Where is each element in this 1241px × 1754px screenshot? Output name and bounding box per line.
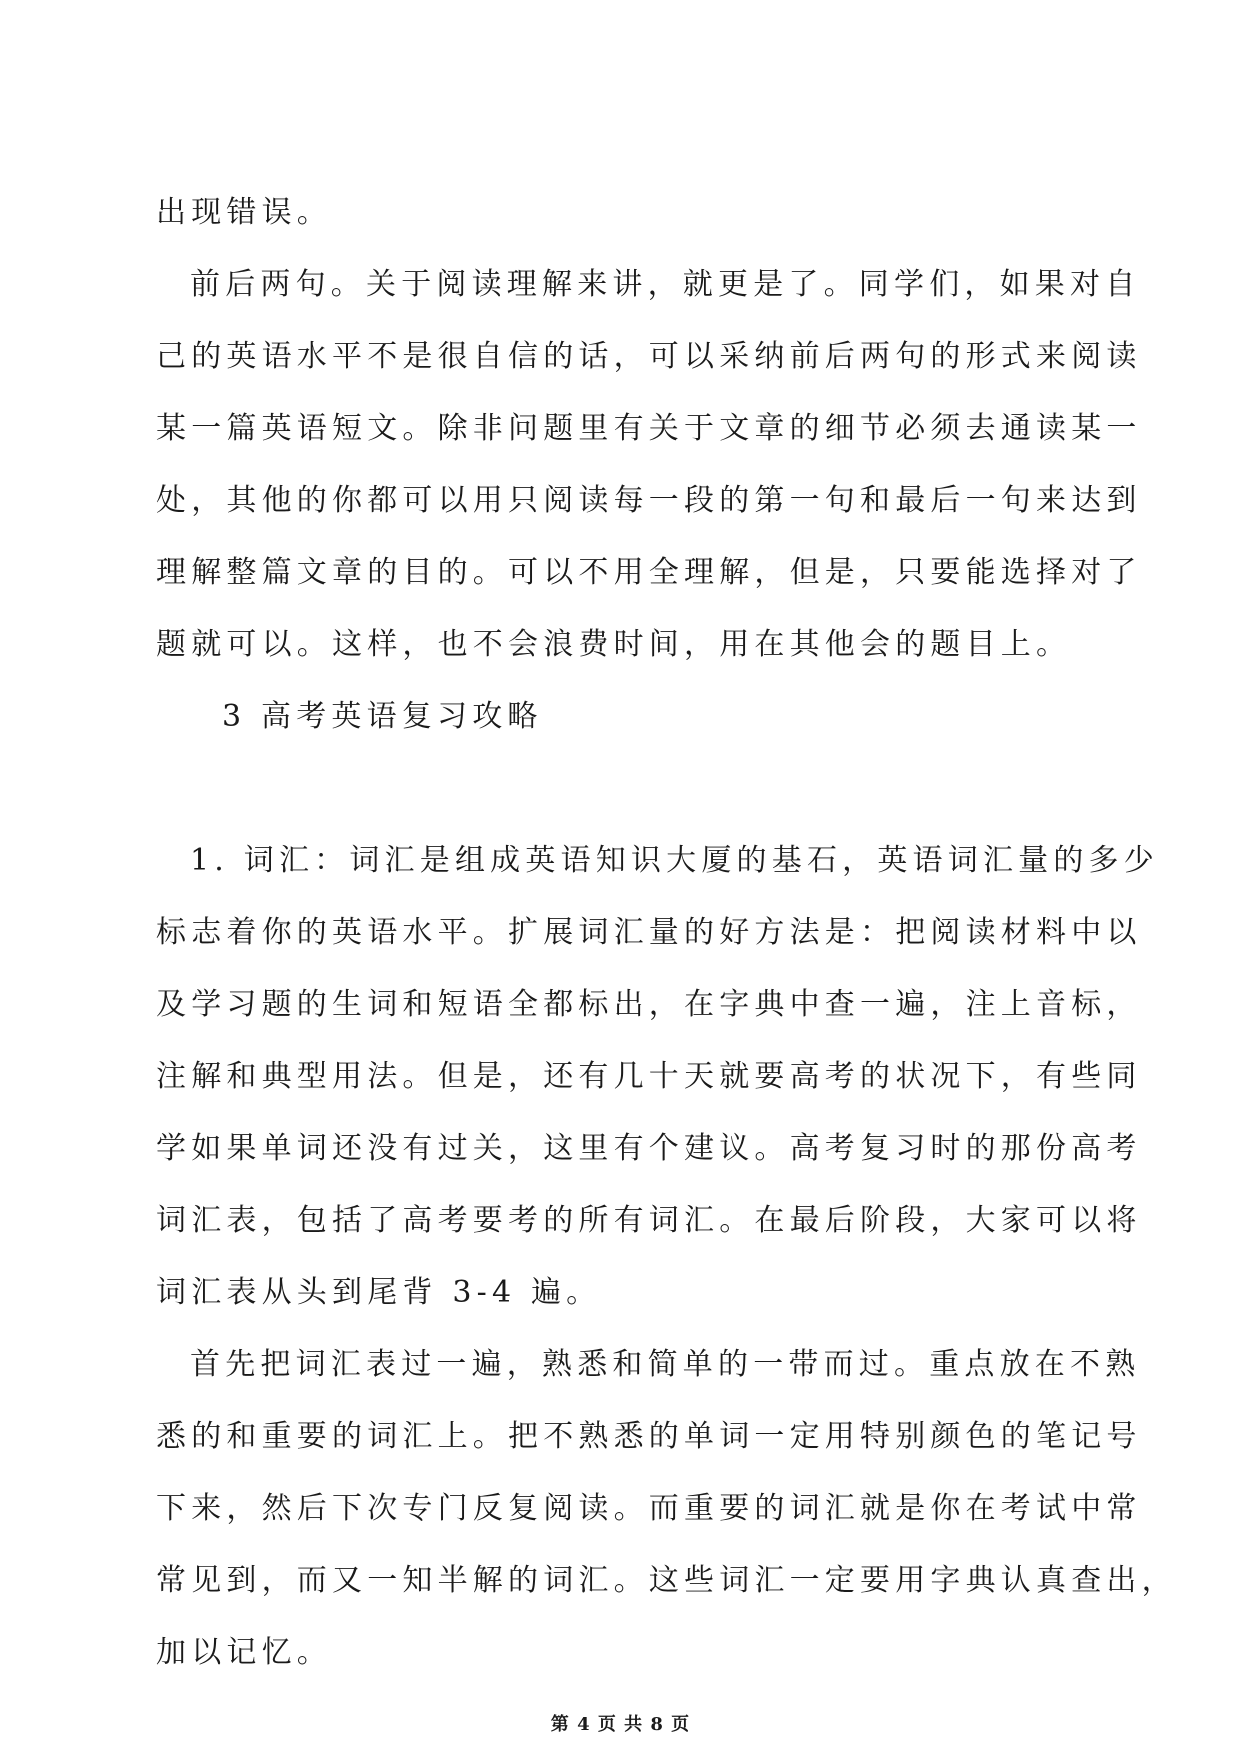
section-heading: 3 高考英语复习攻略 (222, 699, 543, 734)
paragraph-line: 悉的和重要的词汇上。把不熟悉的单词一定用特别颜色的笔记号 (156, 1419, 1142, 1454)
paragraph-line: 及学习题的生词和短语全都标出，在字典中查一遍，注上音标， (156, 987, 1142, 1022)
paragraph-line: 下来，然后下次专门反复阅读。而重要的词汇就是你在考试中常 (156, 1491, 1142, 1526)
paragraph-line: 题就可以。这样，也不会浪费时间，用在其他会的题目上。 (156, 627, 1072, 662)
paragraph-line: 常见到，而又一知半解的词汇。这些词汇一定要用字典认真查出， (156, 1563, 1177, 1598)
paragraph-line: 注解和典型用法。但是，还有几十天就要高考的状况下，有些同 (156, 1059, 1142, 1094)
paragraph-line: 首先把词汇表过一遍，熟悉和简单的一带而过。重点放在不熟 (190, 1347, 1141, 1382)
paragraph-line: 1. 词汇：词汇是组成英语知识大厦的基石，英语词汇量的多少 (190, 843, 1159, 878)
paragraph-line: 处，其他的你都可以用只阅读每一段的第一句和最后一句来达到 (156, 483, 1142, 518)
paragraph-line: 加以记忆。 (156, 1635, 332, 1670)
paragraph-line: 出现错误。 (156, 195, 332, 230)
paragraph-line: 某一篇英语短文。除非问题里有关于文章的细节必须去通读某一 (156, 411, 1142, 446)
paragraph-line: 学如果单词还没有过关，这里有个建议。高考复习时的那份高考 (156, 1131, 1142, 1166)
paragraph-line: 理解整篇文章的目的。可以不用全理解，但是，只要能选择对了 (156, 555, 1142, 590)
paragraph-line: 己的英语水平不是很自信的话，可以采纳前后两句的形式来阅读 (156, 339, 1142, 374)
paragraph-line: 词汇表，包括了高考要考的所有词汇。在最后阶段，大家可以将 (156, 1203, 1142, 1238)
paragraph-line: 前后两句。关于阅读理解来讲，就更是了。同学们，如果对自 (190, 267, 1141, 302)
paragraph-line: 词汇表从头到尾背 3-4 遍。 (156, 1275, 602, 1310)
page-number: 第 4 页 共 8 页 (550, 1714, 691, 1735)
paragraph-line: 标志着你的英语水平。扩展词汇量的好方法是：把阅读材料中以 (156, 915, 1142, 950)
